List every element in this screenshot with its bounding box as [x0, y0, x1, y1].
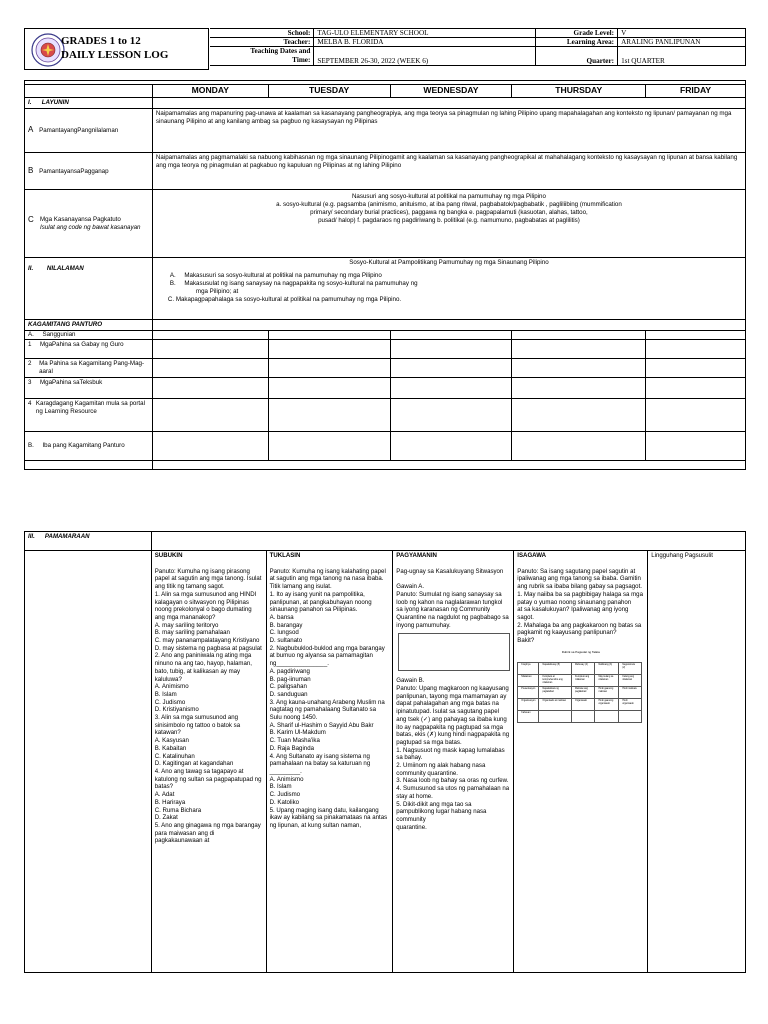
cell — [268, 331, 390, 340]
pamamaraan-heading: III. PAMAMARAAN — [25, 532, 152, 551]
cell — [152, 331, 268, 340]
rubric-cell: Napakahusay (5) — [539, 663, 572, 675]
grades-title: GRADES 1 to 12 — [61, 35, 141, 47]
rubric-cell: Mahusay (4) — [572, 663, 595, 675]
ref-row-2 — [25, 359, 153, 378]
subukin-text: Panuto: Kumuha ng isang pirasong papel at sagutin ang mga tanong. Isulat ang titik ng tamang sagot. 1. Alin sa mga sumusunod ang HINDI kalagayan o sitwasyon ng Pilipinas noong prekolonyal o bago dumating ang mga mananakop? A. may sariling teritoryo B. may sariling pamahalaan C. may pananampalatayang Kristiyano D. may sistema ng pagbasa at pagsulat 2. Ano ang paniniwala ng ating mga ninuno na ang tao, hayop, halaman, bato, tubig, at kalikasan ay may kaluluwa? A. Animismo B. Islam C. Judismo D. Kristiyanismo 3. Alin sa mga sumusunod ang sinisimbolo ng tattoo o batok sa katawan? A. Kasyusan B. Kabaitan C. Katalinuhan D. Kagitingan at kagandahan 4. Ano ang tawag sa tagapayo at katulong ng sultan sa pagpapatupad ng batas? A. Adat B. Hariraya C. Ruma Bichara D. Zakat 5. Ano ang ginagawa ng mga barangay para maiwasan ang di pagkakaunawaan at — [154, 567, 262, 845]
ref-num: 3 — [28, 379, 32, 386]
layunin-heading: I. LAYUNIN — [25, 98, 153, 109]
ref-label: MgaPahina sa Gabay ng Guro — [40, 341, 124, 348]
day-header-wednesday: WEDNESDAY — [390, 85, 512, 98]
rubric-cell — [539, 711, 572, 723]
isagawa-text: Panuto: Sa isang sagutang papel sagutin at ipaliwanag ang mga tanong sa ibaba. Gamitin ang rubrik sa ibaba bilang gabay sa pagsagot. 1. May naiiba ba sa pagbibigay halaga sa mga patay o yumao noong sinaunang panahon at sa kasalukuyan? Ipaliwanag ang iyong sagot. 2. Mahalaga ba ang pagkakaroon ng batas sa pagkamit ng kaayusang panlipunan? Bakit? — [517, 567, 643, 645]
cell — [268, 359, 390, 378]
pagyamanin-column — [393, 551, 514, 973]
lingguhang-pagsusulit: Lingguhang Pagsusulit — [651, 552, 713, 559]
nilalaman-item-b: B. Makasusulat ng isang sanaysay na nagpapakita ng sosyo-kultural na pamumuhay ng — [169, 280, 418, 287]
grade-value: V — [618, 29, 746, 38]
rubric-row — [518, 675, 642, 687]
day-header-tuesday: TUESDAY — [268, 85, 390, 98]
rubric-table — [517, 662, 642, 723]
quarter-value: 1st QUARTER — [618, 47, 746, 66]
teacher-value: MELBA B. FLORIDA — [314, 38, 536, 47]
ref-num: 2 — [28, 360, 32, 367]
pagganap-text: Naipamamalas ang pagmamalaki sa nabuong kabihasnan ng mga sinaunang Pilipinogamit ang kaalaman sa kasanayang pangheograpikal at mahahalagang konteksto ng kasaysayan ng lipunan at bansa kabilang ang mga teorya ng pinagmulan at pagkabuo ng kapuluan ng Pilipinas at ng lahing Pilipino — [152, 153, 745, 190]
cell — [646, 399, 746, 432]
cell — [268, 432, 390, 461]
ref-label: Ma Pahina sa Kagamitang Pang-Mag-aaral — [39, 360, 145, 375]
tuklasin-text: Panuto: Kumuha ng isang kalahating papel at sagutin ang mga tanong na nasa ibaba. Titik lamang ang isulat. 1. Ito ay isang yunit na pampolitika, panlipunan, at pangkabuhayan noong sinaunang panahon sa Pilipinas. A. bansa B. barangay C. lungsod D. sultanato 2. Nagbubuklod-buklod ang mga barangay at bumuo ng alyansa sa pamamagitan ng_______________. A. pagdiriwang B. pag-iinuman C. paligsahan D. sanduguan 3. Ang kauna-unahang Arabeng Muslim na nagtatag ng pamahalaang Sultanato sa Sulu noong 1450. A. Sharif ul-Hashim o Sayyid Abu Bakr B. Karim Ul-Makdum C. Tuan Masha'ika D. Raja Baginda 4. Ang Sultanato ay isang sistema ng pamahalaan na batay sa katuruan ng _________. A. Animismo B. Islam C. Judismo D. Katoliko 5. Upang maging isang datu, kailangang ikaw ay kabilang sa pinakamataas na antas ng lipunan, at kung sultan naman, — [269, 567, 388, 829]
isagawa-column — [514, 551, 648, 973]
cell — [646, 432, 746, 461]
rubric-row — [518, 711, 642, 723]
grade-label: Grade Level: — [536, 29, 618, 38]
area-label: Learning Area: — [536, 38, 618, 47]
friday-column — [648, 551, 746, 973]
nilalaman-item-a: A. Makasusuri sa sosyo-kultural at politikal na pamumuhay ng mga Pilipino — [169, 272, 382, 279]
rubric-cell: Nilalaman — [518, 675, 539, 687]
ref-label: MgaPahina saTeksbuk — [40, 379, 103, 386]
cell — [152, 340, 268, 359]
cell — [512, 340, 646, 359]
rubric-cell: Nalilinang (3) — [595, 663, 619, 675]
kasanayan-line4: pusad/ halop) f. pagdaraos ng pagdiriwang b. politikal (e.g. namumuno, pagbabatas at paglilitis) — [318, 217, 580, 224]
pamantayang-pangnilalaman-cell — [25, 109, 153, 153]
dates-label-line1: Teaching Dates and — [250, 47, 311, 55]
school-label: School: — [210, 29, 314, 38]
cell — [268, 378, 390, 399]
log-title: DAILY LESSON LOG — [61, 49, 169, 61]
iba-pang-kagamitan-label: B. Iba pang Kagamitang Panturo — [25, 432, 153, 461]
pagganap-label: PamantayansaPagganap — [39, 167, 109, 175]
item-b-letter: B — [28, 165, 34, 175]
lesson-plan-table — [24, 80, 746, 470]
day-header-thursday: THURSDAY — [512, 85, 646, 98]
rubric-cell: Kabuuan — [518, 711, 539, 723]
dates-value: SEPTEMBER 26-30, 2022 (WEEK 6) — [314, 47, 536, 66]
sanggunian-label: A. Sanggunian — [25, 331, 153, 340]
pamamaraan-table — [24, 531, 746, 973]
cell — [390, 359, 512, 378]
kasanayan-line3: primary/ secondary burial practices), paggawa ng bangka e. pagpapalamuti (kasuotan, alahas, tattoo, — [310, 209, 588, 216]
rubric-cell: Presentasyon — [518, 687, 539, 699]
dates-label — [210, 47, 314, 66]
kasanayan-line1: Nasusuri ang sosyo-kultural at politikal na pamumuhay ng mga Pilipino — [351, 193, 546, 200]
rubric-cell: Organisasyon — [518, 699, 539, 711]
nilalaman-item-c: C. Makapagpapahalaga sa sosyo-kultural at politikal na pamumuhay ng mga Pilipino. — [167, 296, 402, 303]
pangnilalaman-label: PamantayangPangnilalaman — [39, 127, 119, 134]
subukin-heading: SUBUKIN — [154, 552, 183, 559]
pamamaraan-left-cell — [25, 551, 152, 973]
teacher-label: Teacher: — [210, 38, 314, 47]
ref-num: 4 — [28, 400, 32, 407]
subukin-column — [151, 551, 266, 973]
cell — [268, 399, 390, 432]
pangnilalaman-text: Naipamamalas ang mapanuring pag-unawa at kaalaman sa kasanayang pangheograpiya, ang mga teorya sa pinagmulan ng lahing Pilipino upang mapahalagahan ang konteksto ng lipunan/ pamayanan ng mga sinaunang Pilipino at ang kanilang ambag sa pagbuo ng kasaysayan ng Pilipinas — [152, 109, 745, 153]
nilalaman-content — [152, 258, 745, 320]
cell — [646, 359, 746, 378]
cell — [512, 378, 646, 399]
cell — [646, 331, 746, 340]
pagyamanin-text-a: Pag-ugnay sa Kasalukuyang Sitwasyon Gawain A. Panuto: Sumulat ng isang sanaysay sa loob ng kahon na naglalarawan tungkol sa iyong karanasan ng Community Quarantine na nagdulot ng pagbabago sa inyong pamumuhay. — [396, 567, 509, 629]
ref-row-4 — [25, 399, 153, 432]
cell — [152, 399, 268, 432]
rubric-row — [518, 687, 642, 699]
kagamitan-heading: KAGAMITANG PANTURO — [25, 320, 153, 331]
rubric-cell: Hindi organisado — [619, 699, 642, 711]
cell — [512, 399, 646, 432]
cell — [390, 340, 512, 359]
ref-label: Karagdagang Kagamitan mula sa portal ng Learning Resource — [35, 400, 145, 415]
rubric-cell: Kulang ang nilalaman — [619, 675, 642, 687]
rubric-cell — [595, 711, 619, 723]
quarter-label: Quarter: — [536, 47, 618, 66]
pamamaraan-blank — [151, 532, 745, 551]
cell — [268, 340, 390, 359]
rubric-title: Rubrik sa Pagsulat ng Talata — [561, 649, 600, 654]
rubric-cell: Organisado — [572, 699, 595, 711]
pamantayan-pagganap-cell — [25, 153, 153, 190]
rubric-cell: Kumpleto ang nilalaman — [572, 675, 595, 687]
cell — [512, 331, 646, 340]
rubric-cell: Kraytirya — [518, 663, 539, 675]
ref-row-1 — [25, 340, 153, 359]
item-a-letter: A — [28, 125, 34, 134]
deped-seal-icon — [31, 33, 65, 67]
rubric-cell: Hindi gaanong organisado — [595, 699, 619, 711]
cell — [152, 432, 268, 461]
rubric-cell: Hindi gaanong malinaw — [595, 687, 619, 699]
cell — [512, 432, 646, 461]
cell — [390, 399, 512, 432]
isagawa-heading: ISAGAWA — [517, 552, 547, 559]
kasanayan-cell — [25, 190, 153, 258]
cell — [512, 359, 646, 378]
rubric-cell: Organisado at malinaw — [539, 699, 572, 711]
rubric-cell: Kumpleto at komprehensibo ang nilalaman — [539, 675, 572, 687]
ref-num: 1 — [28, 341, 32, 348]
school-value: TAG-ULO ELEMENTARY SCHOOL — [314, 29, 536, 38]
kasanayan-text — [152, 190, 745, 258]
pagyamanin-text-b: Gawain B. Panuto: Upang magkaroon ng kaayusang panlipunan, tayong mga mamamayan ay dapat pahalagahan ang mga batas na ipinatutupad. Isulat sa sagutang papel ang tsek (✓) ang pahayag sa ibaba kung ito ay nagpapakita ng pagtupad sa mga batas, ekis (✗) kung hindi nagpapakita ng pagtupad sa mga batas. 1. Nagsusuot ng mask kapag lumalabas sa bahay. 2. Umiinom ng alak habang nasa community quarantine. 3. Nasa loob ng bahay sa oras ng curfew. 4. Sumusunod sa utos ng pamahalaan na stay at home. 5. Dikit-dikit ang mga tao sa pampublikong lugar habang nasa community quarantine. — [396, 677, 510, 831]
area-value: ARALING PANLIPUNAN — [618, 38, 746, 47]
day-header-monday: MONDAY — [152, 85, 268, 98]
cell — [390, 432, 512, 461]
nilalaman-item-b-cont: mga Pilipino; at — [195, 288, 239, 295]
cell — [25, 461, 153, 470]
ref-row-3 — [25, 378, 153, 399]
rubric-cell — [619, 711, 642, 723]
title-box — [24, 28, 209, 70]
nilalaman-heading: II. NILALAMAN — [25, 258, 153, 320]
dates-label-line2: Time: — [292, 56, 311, 64]
cell — [646, 378, 746, 399]
header-info-table — [210, 28, 746, 66]
kasanayan-line2: a. sosyo-kultural (e.g. pagsamba (animismo, anituismo, at iba pang ritwal, pagbabatok/pagbabatik , pagliliibing (mummification — [276, 201, 622, 208]
tuklasin-heading: TUKLASIN — [269, 552, 301, 559]
tuklasin-column — [266, 551, 393, 973]
rubric-row — [518, 663, 642, 675]
rubric-cell: May kulang sa nilalaman — [595, 675, 619, 687]
cell — [152, 378, 268, 399]
kasanayan-label: Mga Kasanayansa Pagkatuto — [40, 215, 121, 223]
cell — [390, 378, 512, 399]
rubric-cell: Malinaw ang paglalahad — [572, 687, 595, 699]
layunin-blank — [152, 98, 745, 109]
rubric-cell: Hindi malinaw — [619, 687, 642, 699]
kasanayan-sub: Isulat ang code ng bawat kasanayan — [40, 223, 141, 231]
kagamitan-blank — [152, 320, 745, 331]
rubric-row — [518, 699, 642, 711]
nilalaman-title: Sosyo-Kultural at Pampolitikang Pamumuhay ng mga Sinaunang Pilipino — [349, 259, 549, 266]
rubric-cell — [572, 711, 595, 723]
essay-answer-box — [398, 633, 510, 671]
cell — [390, 331, 512, 340]
rubric-cell: Napakalinaw ng paglalahad — [539, 687, 572, 699]
corner-cell — [25, 85, 153, 98]
cell — [152, 461, 745, 470]
cell — [646, 340, 746, 359]
item-c-letter: C — [28, 214, 34, 224]
cell — [152, 359, 268, 378]
rubric-cell: Nagsisimula (2) — [619, 663, 642, 675]
day-header-friday: FRIDAY — [646, 85, 746, 98]
pagyamanin-heading: PAGYAMANIN — [396, 552, 437, 559]
